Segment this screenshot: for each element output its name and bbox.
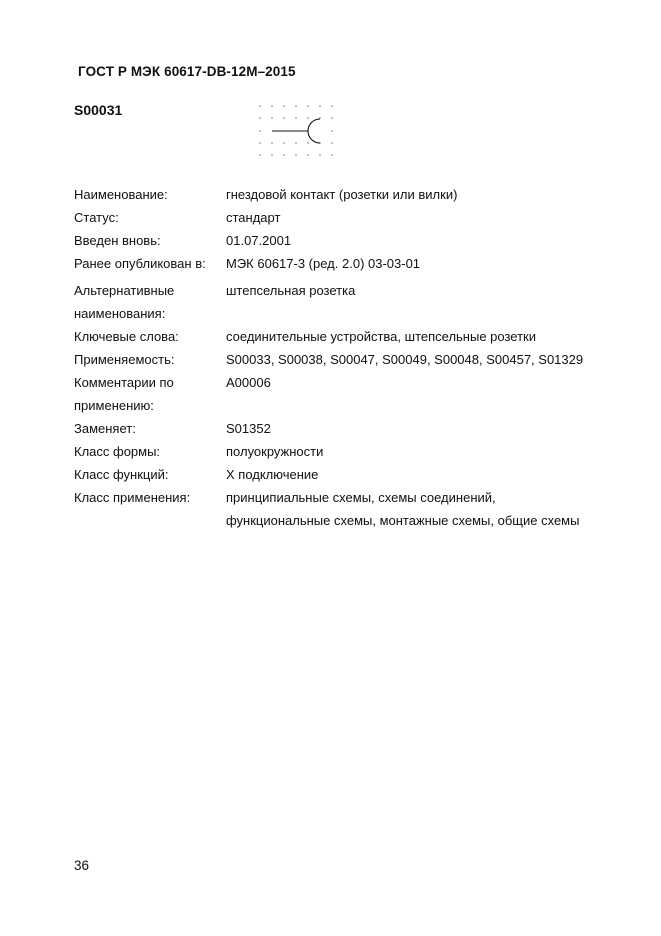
field-row-keywords [74,325,594,348]
field-label: Ранее опубликован в: [74,256,206,271]
field-row-shape-class [74,440,594,463]
field-label: Наименование: [74,187,168,202]
field-row-replaces [74,417,594,440]
field-label: Класс применения: [74,490,191,505]
field-row-alternative-names [74,279,594,325]
field-value: штепсельная розетка [226,283,356,298]
field-label: Класс функций: [74,467,169,482]
field-value: принципиальные схемы, схемы соединений, функциональные схемы, монтажные схемы, общие схемы [226,490,580,528]
field-row-applicability [74,348,594,371]
field-label: Применяемость: [74,352,175,367]
field-value: полуокружности [226,444,324,459]
symbol-attributes-table [74,183,594,532]
field-label: Статус: [74,210,119,225]
field-row-application-class [74,486,594,532]
page-number: 36 [74,858,90,873]
field-label: Заменяет: [74,421,136,436]
field-row-introduced [74,229,594,252]
field-value: S01352 [226,421,271,436]
field-value: S00033, S00038, S00047, S00049, S00048, S00457, S01329 [226,352,584,367]
document-header: ГОСТ Р МЭК 60617-DB-12M–2015 [78,64,296,79]
field-label: Введен вновь: [74,233,161,248]
field-value: МЭК 60617-3 (ред. 2.0) 03-03-01 [226,256,421,271]
field-row-application-comments [74,371,594,417]
field-label: Альтернативные наименования: [74,283,175,321]
field-value: соединительные устройства, штепсельные розетки [226,329,536,344]
field-value: гнездовой контакт (розетки или вилки) [226,187,458,202]
field-row-status [74,206,594,229]
socket-contact-symbol-icon [255,103,337,164]
field-row-function-class [74,463,594,486]
field-value: 01.07.2001 [226,233,292,248]
field-label: Ключевые слова: [74,329,179,344]
field-value: стандарт [226,210,281,225]
field-label: Комментарии по применению: [74,375,174,413]
field-value: X подключение [226,467,319,482]
field-value: A00006 [226,375,271,390]
field-row-name [74,183,594,206]
field-label: Класс формы: [74,444,161,459]
field-row-previously-published [74,252,594,275]
symbol-code: S00031 [74,102,123,118]
